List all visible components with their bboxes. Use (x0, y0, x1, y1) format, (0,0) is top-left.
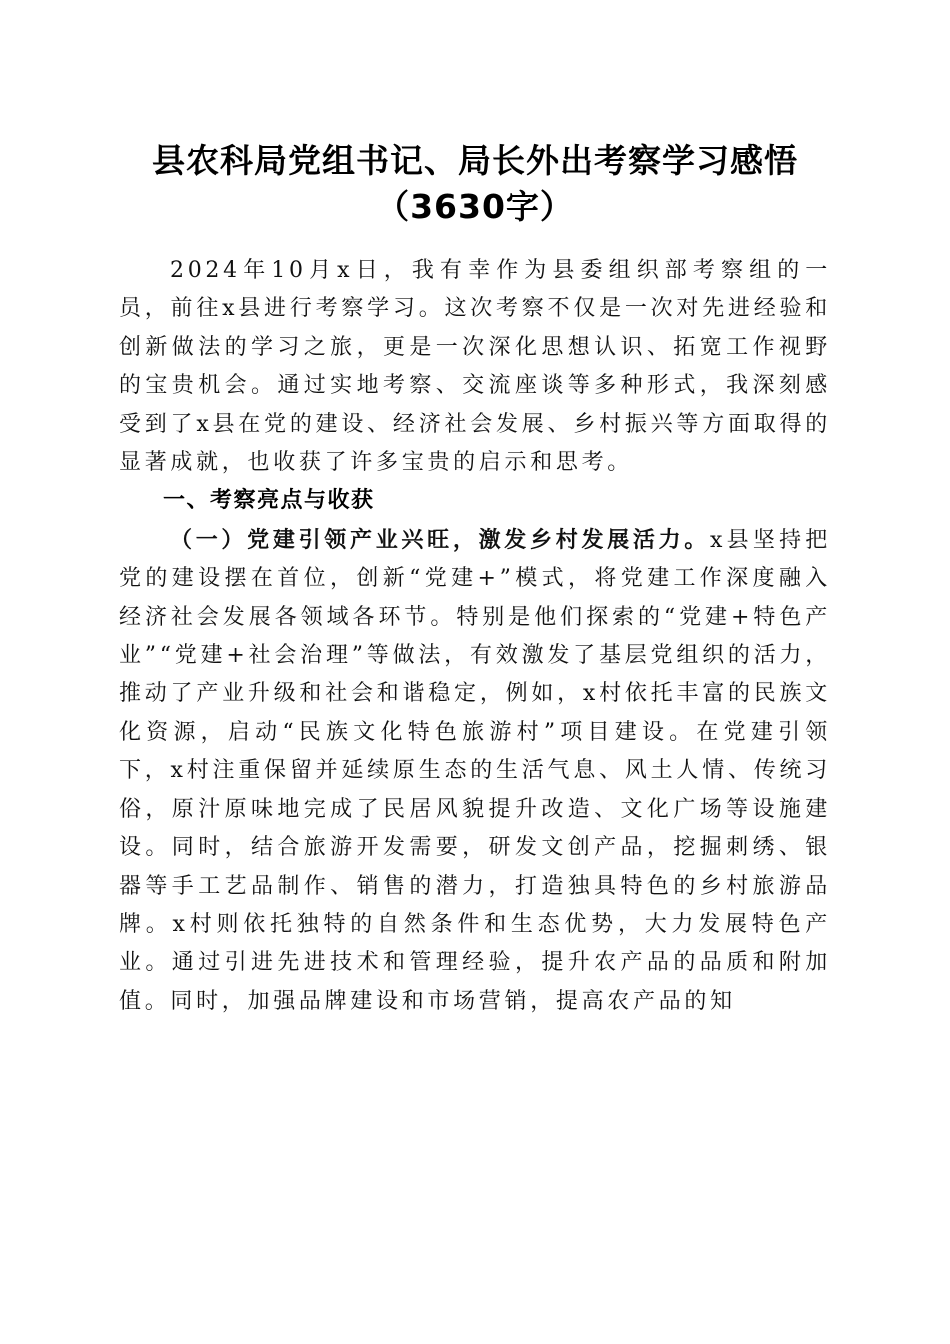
intro-paragraph: 2024年10月x日，我有幸作为县委组织部考察组的一员，前往x县进行考察学习。这次考察不仅是一次对先进经验和创新做法的学习之旅，更是一次深化思想认识、拓宽工作视野的宝贵机会。通过实地考察、交流座谈等多种形式，我深刻感受到了x县在党的建设、经济社会发展、乡村振兴等方面取得的显著成就，也收获了许多宝贵的启示和思考。 (119, 258, 831, 476)
title-main: 县农科局党组书记、局长外出考察学习感悟 (152, 141, 798, 180)
document-title (0, 138, 950, 230)
title-word-count: （3630字） (376, 187, 574, 226)
section-heading: 一、考察亮点与收获 (163, 488, 375, 514)
subsection-paragraph (119, 521, 831, 1021)
subsection-lead: （一）党建引领产业兴旺，激发乡村发展活力。 (170, 526, 711, 553)
document-body (119, 252, 831, 1021)
subsection-body: x县坚持把党的建设摆在首位，创新“党建+”模式，将党建工作深度融入经济社会发展各领域各环节。特别是他们探索的“党建+特色产业”“党建+社会治理”等做法，有效激发了基层党组织的活力，推动了产业升级和社会和谐稳定，例如，x村依托丰富的民族文化资源，启动“民族文化特色旅游村”项目建设。在党建引领下，x村注重保留并延续原生态的生活气息、风土人情、传统习俗，原汁原味地完成了民居风貌提升改造、文化广场等设施建设。同时，结合旅游开发需要，研发文创产品，挖掘刺绣、银器等手工艺品制作、销售的潜力，打造独具特色的乡村旅游品牌。x村则依托独特的自然条件和生态优势，大力发展特色产业。通过引进先进技术和管理经验，提升农产品的品质和附加值。同时，加强品牌建设和市场营销，提高农产品的知 (119, 527, 831, 1014)
